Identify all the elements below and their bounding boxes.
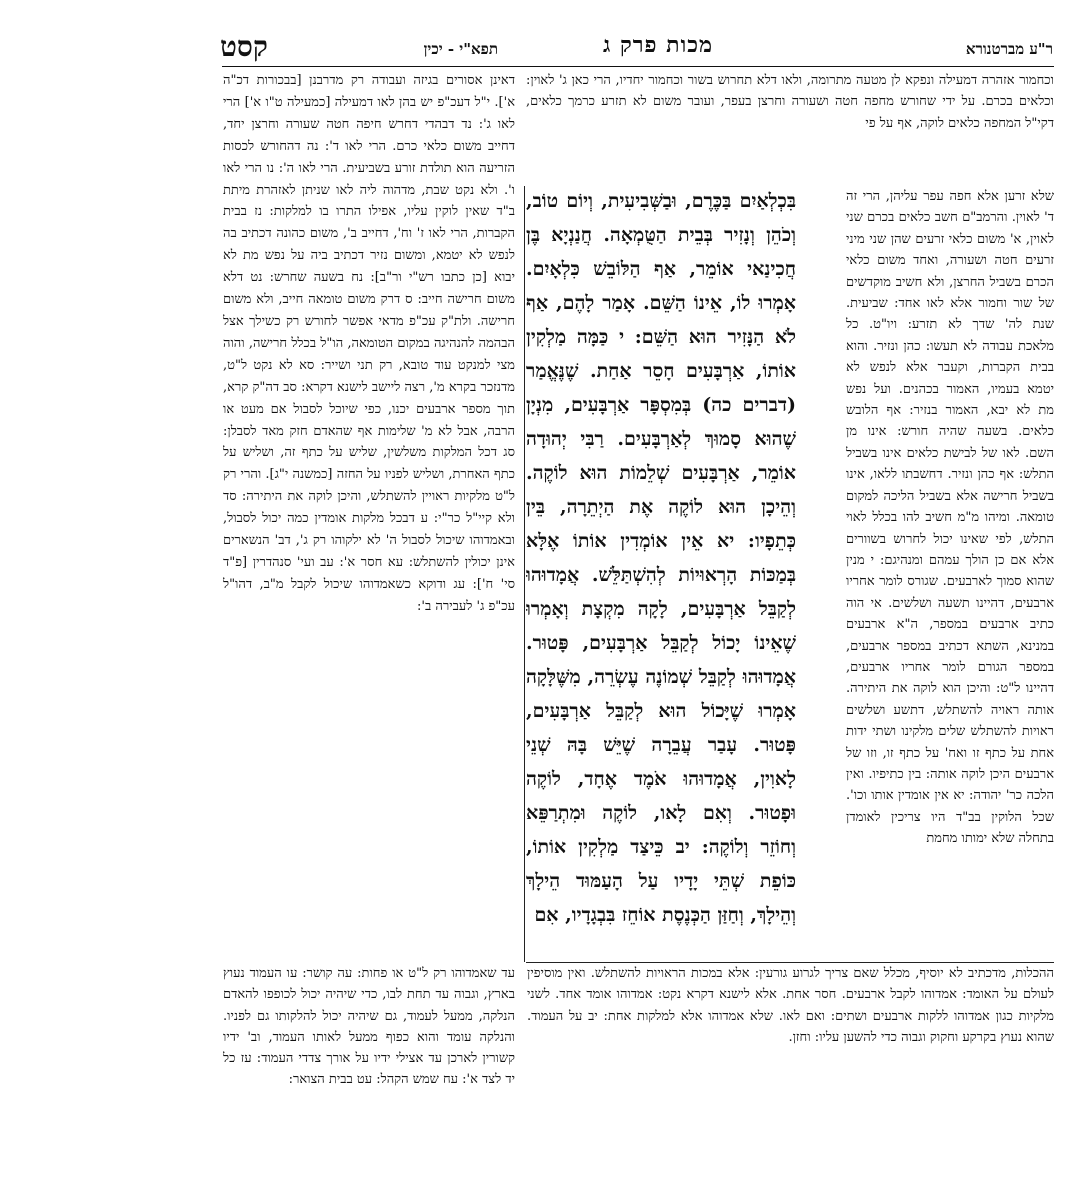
bartenura-column: שלא זרען אלא חפה עפר עליהן, הרי זה ד' לאוין. והרמב"ם חשב כלאים בכרם שני לאוין, א' משום כלאי זרעים שהן שני מיני זרעים חטה ושעורה, ואחד משום כלאי הכרם בשביל החרצן, ולא חשיב מוקדשים של שור וחמור אלא לאו אחד: שביעית. שנת לה' שדך לא תזרע: ויו"ט. כל מלאכת עבודה לא תעשו: כהן ונזיר. והוא בבית הקברות, וקעבר אלא לנפש לא יטמא בעמיו, האמור בכהנים. ועל נפש מת לא יבא, האמור בנזיר: אף הלובש כלאים. בשעה שהיה חורש: אינו מן השם. לאו של לבישת כלאים אינו בשביל התלש: אף כהן ונזיר. דחשבתו ללאו, אינו בשביל חרישה אלא בשביל הליכה למקום טומאה. ומיהו מ"מ חשיב להו בכלל לאוי התלש, לפי שאינו יכול לחרוש בשוורים אלא אם כן הולך עמהם ומנהיגם: י מנין שהוא סמוך לארבעים. שגורס לומר אחריו ארבעים, דהיינו תשעה ושלשים. אי הוה כתיב ארבעים במספר, ה"א ארבעים במנינא, השתא דכתיב במספר ארבעים, במספר הגורם לומר אחריו ארבעים, דהיינו ל"ט: והיכן הוא לוקה את היתירה. אותה ראויה להשתלש, דתשע ושלשים ראויות להשתלש שלים מלקינו ושתי ידות אחת על כתף זו ואח' על כתף זו, וזו של ארבעים היכן לוקה אותה: בין כתיפיו. ואין הלכה כר' יהודה: יא אין אומדין אותו וכו'. שכל הלוקין בב"ד היו צריכין לאומדן בתחלה שלא ימותו מחמת [846,189,1054,847]
header-rule [222,66,1054,67]
bartenura-top-block: וכחמור אזהרה דמעילה ונפקא לן מטעה מתרומה, ולאו דלא תחרוש בשור וכחמור יחדיו, הרי כאן ג' לאוין: וכלאים בכרם. על ידי שחורש מחפה חטה ושעורה וחרצן בעפר, ועובר משום לא תזרע כרמך כלאים, דקי"ל המחפה כלאים לוקה, אף על פי [526,73,1054,131]
bartenura-bottom-block: ההכלות, מדכתיב לא יוסיף, מכלל שאם צריך לגרוע גורעין: אלא במכות הראויות להשתלש. ואין מוסיפין לעולם על האומד: אמדוהו לקבל ארבעים. חסר אחת. אלא לישנא דקרא נקט: אמדוהו אומד אחד. לשני מלקיות כגון אמדוהו ללקות ארבעים ושתים: ואם לאו. שלא אמדוהו אלא למלקות אחת: יב על העמוד. שהוא נעוץ בקרקע וחקוק וגבוה כדי להשען עליו: וחזן. [527,966,1054,1045]
mishnah-text: בִּכְלְאַיִם בַּכֶּרֶם, וּבַשְּׁבִיעִית, וְיוֹם טוֹב, וְכֹהֵן וְנָזִיר בְּבֵית הַטֻּמְאָה. חֲנַנְיָא בֶּן חֲכִינַאי אוֹמֵר, אַף הַלּוֹבֵשׁ כִּלְאָיִם. אָמְרוּ לוֹ, אֵינוֹ הַשֵּׁם. אָמַר לָהֶם, אַף לֹא הַנָּזִיר הוּא הַשֵּׁם: י כַּמָּה מַלְקִין אוֹתוֹ, אַרְבָּעִים חָסֵר אַחַת. שֶׁנֶּאֱמַר (דברים כה) בְּמִסְפָּר אַרְבָּעִים, מִנְיָן שֶׁהוּא סָמוּךְ לְאַרְבָּעִים. רַבִּי יְהוּדָה אוֹמֵר, אַרְבָּעִים שְׁלֵמוֹת הוּא לוֹקֶה. וְהֵיכָן הוּא לוֹקֶה אֶת הַיְתֵרָה, בֵּין כְּתֵפָיו: יא אֵין אוֹמְדִין אוֹתוֹ אֶלָּא בְּמַכּוֹת הָרְאוּיוֹת לְהִשְׁתַּלֵּשׁ. אֲמָדוּהוּ לְקַבֵּל אַרְבָּעִים, לָקָה מִקְצָת וְאָמְרוּ שֶׁאֵינוֹ יָכוֹל לְקַבֵּל אַרְבָּעִים, פָּטוּר. אֲמָדוּהוּ לְקַבֵּל שְׁמוֹנֶה עֶשְׂרֵה, מִשֶּׁלָּקָה אָמְרוּ שֶׁיָּכוֹל הוּא לְקַבֵּל אַרְבָּעִים, פָּטוּר. עָבַר עֲבֵרָה שֶׁיֵּשׁ בָּהּ שְׁנֵי לָאוִין, אֲמָדוּהוּ אֹמֶד אֶחָד, לוֹקֶה וּפָטוּר. וְאִם לָאו, לוֹקֶה וּמִתְרַפֵּא וְחוֹזֵר וְלוֹקֶה: יב כֵּיצַד מַלְקִין אוֹתוֹ, כּוֹפֵת שְׁתֵּי יָדָיו עַל הָעַמּוּד הֵילָךְ וְהֵילָךְ, וְחַזַּן הַכְּנֶסֶת אוֹחֵז בִּבְגָדָיו, אִם [526,190,796,926]
page-number: קסט [220,30,268,63]
column-divider [524,186,525,962]
tiferet-column: דאינן אסורים בגיזה ועבודה רק מדרבנן [בבכורות דכ"ה א']. י"ל דעכ"פ יש בהן לאו דמעילה [כמעילה ט"ו א'] הרי לאו ג': נד דבהדי דחרש חיפה חטה שעורה וחרצן יחד, דחייב משום כלאי כרם. הרי לאו ד': נה דהחורש לכסות הזריעה הוא תולדת זורע בשביעית. הרי לאו ה': נו הרי לאו ו'. ולא נקט שבת, מדהוה ליה לאו שניתן לאזהרת מיתת ב"ד שאין לוקין עליו, אפילו התרו בו למלקות: נז בבית הקברות, הרי לאו ז' וח', דחייב ב', משום כהונה דכתיב בה לנפש לא יטמא, ומשום נזיר דכתיב ביה על נפש מת לא יבוא [כן כתבו רש"י ור"ב]: נח בשעה שחרש: נט דלא משום חרישה חייב: ס דרק משום טומאה חייב, ולא משום חרישה. ולת"ק עכ"פ מדאי אפשר לחורש רק כשילך אצל הבהמה להנהיגה במקום הטומאה, הו"ל בכלל חרישה, והוה מצי למנקט עוד טובא, רק תני ושייר: סא לא נקט ל"ט, מדנזכר בקרא מ', רצה ליישב לישנא דקרא: סב דה"ק קרא, תוך מספר ארבעים יכנו, כפי שיוכל לסבול אם מעט או הרבה, אבל לא מ' שלימות אף שהאדם חזק מאד לסבלן: סג דכל המלקות משלשין, שליש על כתף זה, ושליש על כתף האחרת, ושליש לפניו על החזה [כמשנה י"ג]. והרי רק ל"ט מלקיות ראויין להשתלש, והיכן לוקה את היתירה: סד ולא קיי"ל כר"י: ע דבכל מלקות אומדין כמה יכול לסבול, ובאמדוהו שיכול לסבול ה' לא ילקוהו רק ג', דב' הנשארים אינן יכולין להשתלש: עא חסר א': עב ועי' סנהדרין [פ"ד סי' ח']: עג ודוקא כשאמדוהו שיכול לקבל מ"ב, דהו"ל עכ"פ ג' לעבירה ב': [223,73,515,614]
tractate-title: מכות פרק ג [603,32,713,58]
commentator-title: ר"ע מברטנורא [965,40,1053,58]
tiferet-bottom-block: עד שאמדוהו רק ל"ט או פחות: עה קושר: עו העמוד נעוץ בארץ, וגבוה עד תחת לבו, כדי שיהיה יכול לכופפו להאדם הנלקה, ממעל לעמוד, גם שיהיה יכול להלקותו גם לפניו. והנלקה עומד והוא כפוף ממעל לאותו העמוד, וב' ידיו קשורין לארכן עד אצילי ידיו על אורך צדדי העמוד: עז כל יד לצד א': עח שמש הקהל: עט בבית הצואר: [223,966,515,1088]
tosafot-title: תפא"י - יכין [423,40,498,58]
running-header [220,32,1053,66]
